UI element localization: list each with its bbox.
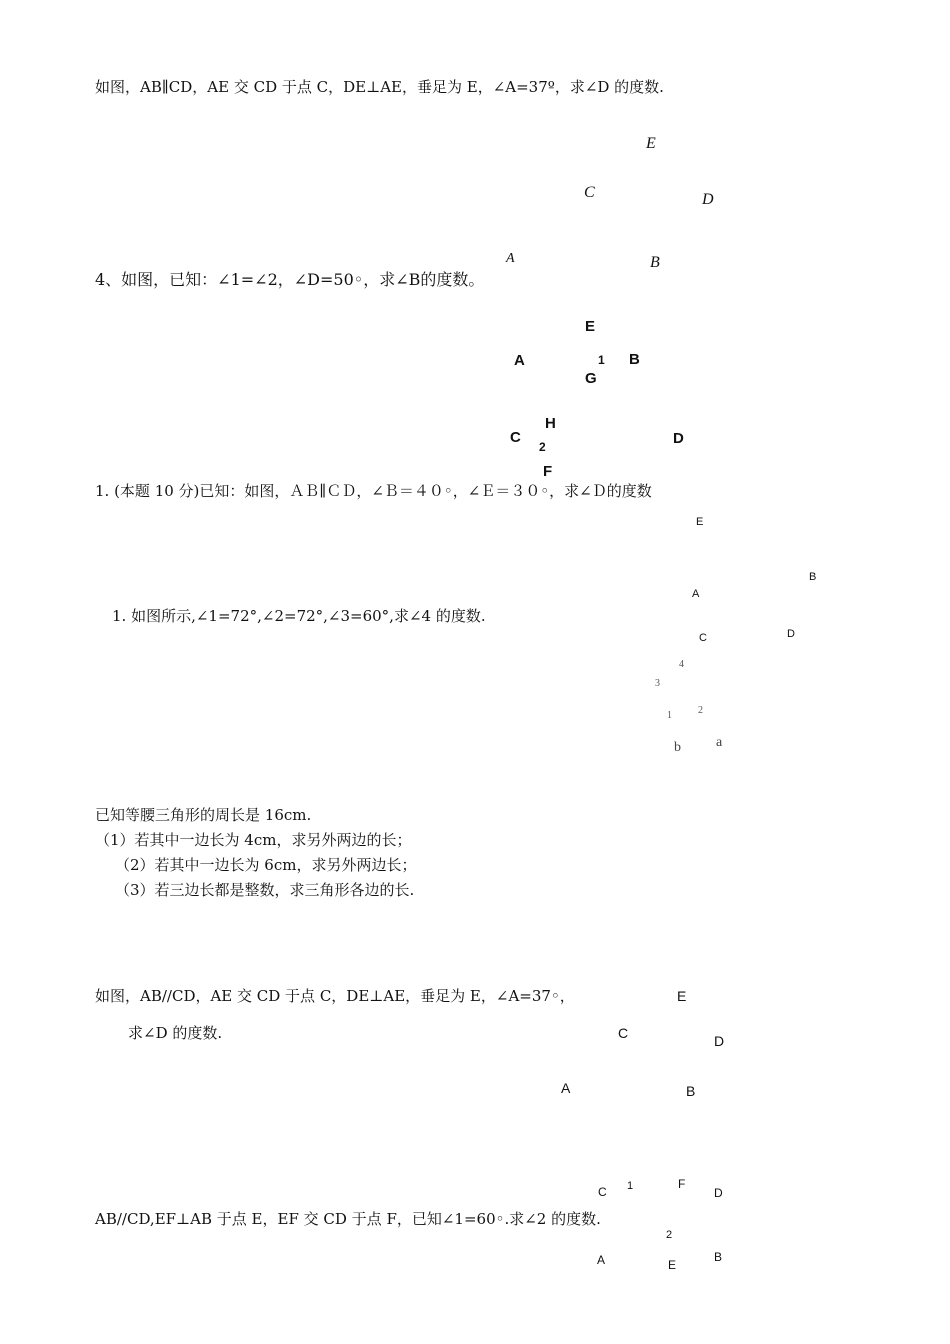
fig6-label-a: A [561,1080,571,1096]
fig4-label-a: a [716,735,723,750]
fig4-label-3: 3 [655,678,660,689]
fig6-label-b: B [686,1083,696,1099]
problem-6-line1: 如图，AB//CD，AE 交 CD 于点 C，DE⊥AE，垂足为 E，∠A=37◦， [95,987,575,1005]
fig7-label-c: C [598,1185,607,1199]
fig1-label-b: B [650,254,660,271]
problem-5-intro: 已知等腰三角形的周长是 16cm. [95,806,312,824]
problem-2-text: 4、如图，已知：∠1=∠2，∠D=50◦，求∠B的度数。 [95,270,485,289]
problem-7-text: AB//CD,EF⊥AB 于点 E，EF 交 CD 于点 F，已知∠1=60◦.求∠2 的度数. [95,1210,601,1228]
problem-1-text: 如图，AB∥CD，AE 交 CD 于点 C，DE⊥AE，垂足为 E，∠A=37º，求∠D 的度数. [95,78,664,96]
problem-5-q2: （2）若其中一边长为 6cm，求另外两边长； [115,856,417,874]
fig3-label-a: A [692,588,700,600]
fig6-label-c: C [618,1025,629,1041]
fig2-label-h: H [545,415,556,432]
fig2-label-b: B [629,351,640,368]
fig4-label-4: 4 [679,659,684,670]
fig6-label-d: D [714,1033,725,1049]
fig7-label-2: 2 [666,1229,673,1241]
problem-4-text: 1. 如图所示,∠1=72°,∠2=72°,∠3=60°,求∠4 的度数. [112,607,486,625]
problem-6-line2: 求∠D 的度数. [128,1024,223,1042]
problem-5-q1: （1）若其中一边长为 4cm，求另外两边的长； [95,831,412,849]
problem-5-q3: （3）若三边长都是整数，求三角形各边的长. [115,881,415,899]
fig2-label-1: 1 [598,353,605,367]
fig4-label-1: 1 [667,710,672,721]
fig1-label-a: A [506,251,515,266]
fig2-label-d: D [673,430,684,447]
fig7-label-f: F [678,1177,686,1191]
fig2-label-g: G [585,370,597,387]
fig4-label-2: 2 [698,705,703,716]
fig1-label-e: E [646,135,656,152]
fig2-label-e: E [585,318,596,335]
fig7-label-d: D [714,1186,723,1200]
fig3-label-d: D [787,628,795,640]
fig2-label-f: F [543,463,553,480]
fig1-label-d: D [702,191,714,208]
fig2-label-a: A [514,352,525,369]
fig2-label-c: C [510,429,521,446]
fig3-label-b: B [809,571,817,583]
fig2-label-2: 2 [539,440,546,454]
fig7-label-a: A [597,1253,606,1267]
fig6-label-e: E [677,988,687,1004]
fig7-label-b: B [714,1250,723,1264]
fig4-label-b: b [674,740,681,755]
problem-3-text: 1. (本题 10 分)已知：如图，ＡＢ∥ＣＤ，∠Ｂ＝４０◦，∠Ｅ＝３０◦，求∠Ｄ的度数 [95,482,652,500]
fig7-label-1: 1 [627,1180,634,1192]
fig1-label-c: C [584,184,595,201]
fig3-label-c: C [699,632,707,644]
fig3-label-e: E [696,516,704,528]
fig7-label-e: E [668,1258,677,1272]
